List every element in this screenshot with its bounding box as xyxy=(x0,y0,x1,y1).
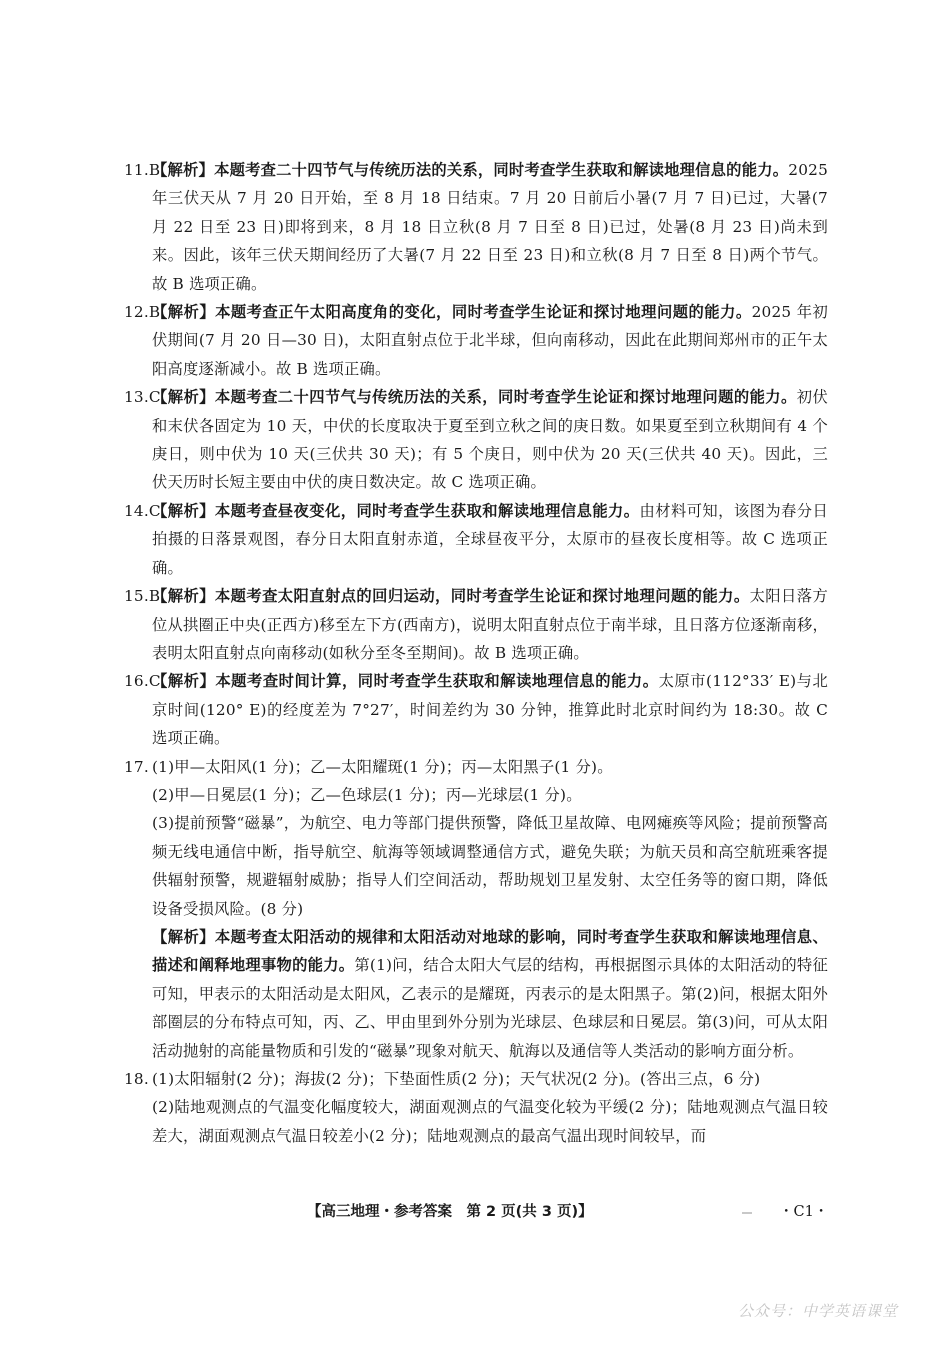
answer-part-1: (1)太阳辐射(2 分)；海拔(2 分)；下垫面性质(2 分)；天气状况(2 分)。(答出三点，6 分) xyxy=(152,1070,761,1088)
question-number: 11.B xyxy=(124,161,161,179)
answer-16 xyxy=(124,667,828,752)
analysis-label: 【解析】 xyxy=(152,161,215,179)
footer-title: 【高三地理・参考答案 第 2 页(共 3 页)】 xyxy=(307,1204,593,1220)
footer-code: ・C1・ xyxy=(779,1204,829,1220)
answer-11 xyxy=(124,156,828,298)
analysis-body: 2025 年三伏天从 7 月 20 日开始，至 8 月 18 日结束。7 月 20 日前后小暑(7 月 7 日)已过，大暑(7 月 22 日至 23 日)即将到来，8 月 18 日立秋(8 月 7 日至 8 日)已过，处暑(8 月 23 日)尚未到来。因此，该年三伏天期间经历了大暑(7 月 22 日至 23 日)和立秋(8 月 7 日至 8 日)两个节气。故 B 选项正确。 xyxy=(152,161,828,293)
answer-12 xyxy=(124,298,828,383)
page-footer xyxy=(0,1200,950,1224)
watermark: 公众号：中学英语课堂 xyxy=(738,1302,899,1320)
analysis-body: 第(1)问，结合太阳大气层的结构，再根据图示具体的太阳活动的特征可知，甲表示的太阳活动是太阳风，乙表示的是耀斑，丙表示的是太阳黑子。第(2)问，根据太阳外部圈层的分布特点可知，丙、乙、甲由里到外分别为光球层、色球层和日冕层。第(3)问，可从太阳活动抛射的高能量物质和引发的“磁暴”现象对航天、航海以及通信等人类活动的影响方面分析。 xyxy=(152,956,828,1060)
analysis-label: 【解析】 xyxy=(152,303,216,322)
analysis-body: 太阳日落方位从拱圈正中央(正西方)移至左下方(西南方)，说明太阳直射点位于南半球，且日落方位逐渐南移，表明太阳直射点向南移动(如秋分至冬至期间)。故 B 选项正确。 xyxy=(152,587,828,662)
answer-18 xyxy=(124,1065,828,1150)
analysis-intro: 本题考查太阳活动的规律和太阳活动对地球的影响，同时考查学生获取和解读地理信息、描述和阐释地理事物的能力。 xyxy=(152,927,828,975)
answer-part-2: (2)陆地观测点的气温变化幅度较大，湖面观测点的气温变化较为平缓(2 分)；陆地观测点气温日较差大，湖面观测点气温日较差小(2 分)；陆地观测点的最高气温出现时间较早，而 xyxy=(152,1098,828,1145)
answer-15 xyxy=(124,582,828,667)
answer-17 xyxy=(124,753,828,1065)
analysis-intro: 本题考查正午太阳高度角的变化，同时考查学生论证和探讨地理问题的能力。 xyxy=(215,303,752,322)
analysis-body: 初伏和末伏各固定为 10 天，中伏的长度取决于夏至到立秋之间的庚日数。如果夏至到立秋期间有 4 个庚日，则中伏为 10 天(三伏共 30 天)；有 5 个庚日，则中伏为 20 天(三伏共 40 天)。因此，三伏天历时长短主要由中伏的庚日数决定。故 C 选项正确。 xyxy=(152,388,828,492)
analysis-intro: 本题考查太阳直射点的回归运动，同时考查学生论证和探讨地理问题的能力。 xyxy=(214,587,750,606)
question-number: 15.B xyxy=(124,587,161,606)
analysis-body: 2025 年初伏期间(7 月 20 日—30 日)，太阳直射点位于北半球，但向南移动，因此在此期间郑州市的正午太阳高度逐渐减小。故 B 选项正确。 xyxy=(152,303,828,378)
question-number: 16.C xyxy=(124,672,161,691)
answer-13 xyxy=(124,383,828,497)
analysis-intro: 本题考查二十四节气与传统历法的关系，同时考查学生获取和解读地理信息的能力。 xyxy=(214,161,789,179)
analysis-intro: 本题考查时间计算，同时考查学生获取和解读地理信息的能力。 xyxy=(215,672,659,691)
analysis-label: 【解析】 xyxy=(152,672,216,691)
analysis-intro: 本题考查二十四节气与传统历法的关系，同时考查学生论证和探讨地理问题的能力。 xyxy=(214,388,797,407)
question-number: 13.C xyxy=(124,388,161,407)
answer-part-1: (1)甲—太阳风(1 分)；乙—太阳耀斑(1 分)；丙—太阳黑子(1 分)。 xyxy=(152,757,613,776)
answer-14 xyxy=(124,497,828,582)
analysis-label: 【解析】 xyxy=(152,587,215,606)
question-number: 18. xyxy=(124,1070,149,1088)
analysis-body: 由材料可知，该图为春分日拍摄的日落景观图，春分日太阳直射赤道，全球昼夜平分，太原市的昼夜长度相等。故 C 选项正确。 xyxy=(152,501,828,577)
question-number: 14.C xyxy=(124,501,161,520)
question-number: 17. xyxy=(124,757,149,776)
analysis-label: 【解析】 xyxy=(152,388,215,407)
footer-divider xyxy=(742,1212,752,1214)
answer-part-3: (3)提前预警“磁暴”，为航空、电力等部门提供预警，降低卫星故障、电网瘫痪等风险；提前预警高频无线电通信中断，指导航空、航海等领域调整通信方式，避免失联；为航天员和高空航班乘客提供辐射预警，规避辐射威胁；指导人们空间活动，帮助规划卫星发射、太空任务等的窗口期，降低设备受损风险。(8 分) xyxy=(152,814,828,918)
question-number: 12.B xyxy=(124,303,161,322)
answer-part-2: (2)甲—日冕层(1 分)；乙—色球层(1 分)；丙—光球层(1 分)。 xyxy=(152,785,582,804)
analysis-intro: 本题考查昼夜变化，同时考查学生获取和解读地理信息能力。 xyxy=(214,501,640,520)
answer-content xyxy=(124,156,828,1150)
analysis-label: 【解析】 xyxy=(152,501,215,520)
analysis-body: 太原市(112°33′ E)与北京时间(120° E)的经度差为 7°27′，时间差约为 30 分钟，推算此时北京时间约为 18:30。故 C 选项正确。 xyxy=(152,672,828,748)
analysis-paragraph xyxy=(152,923,828,1065)
analysis-label: 【解析】 xyxy=(152,927,215,946)
